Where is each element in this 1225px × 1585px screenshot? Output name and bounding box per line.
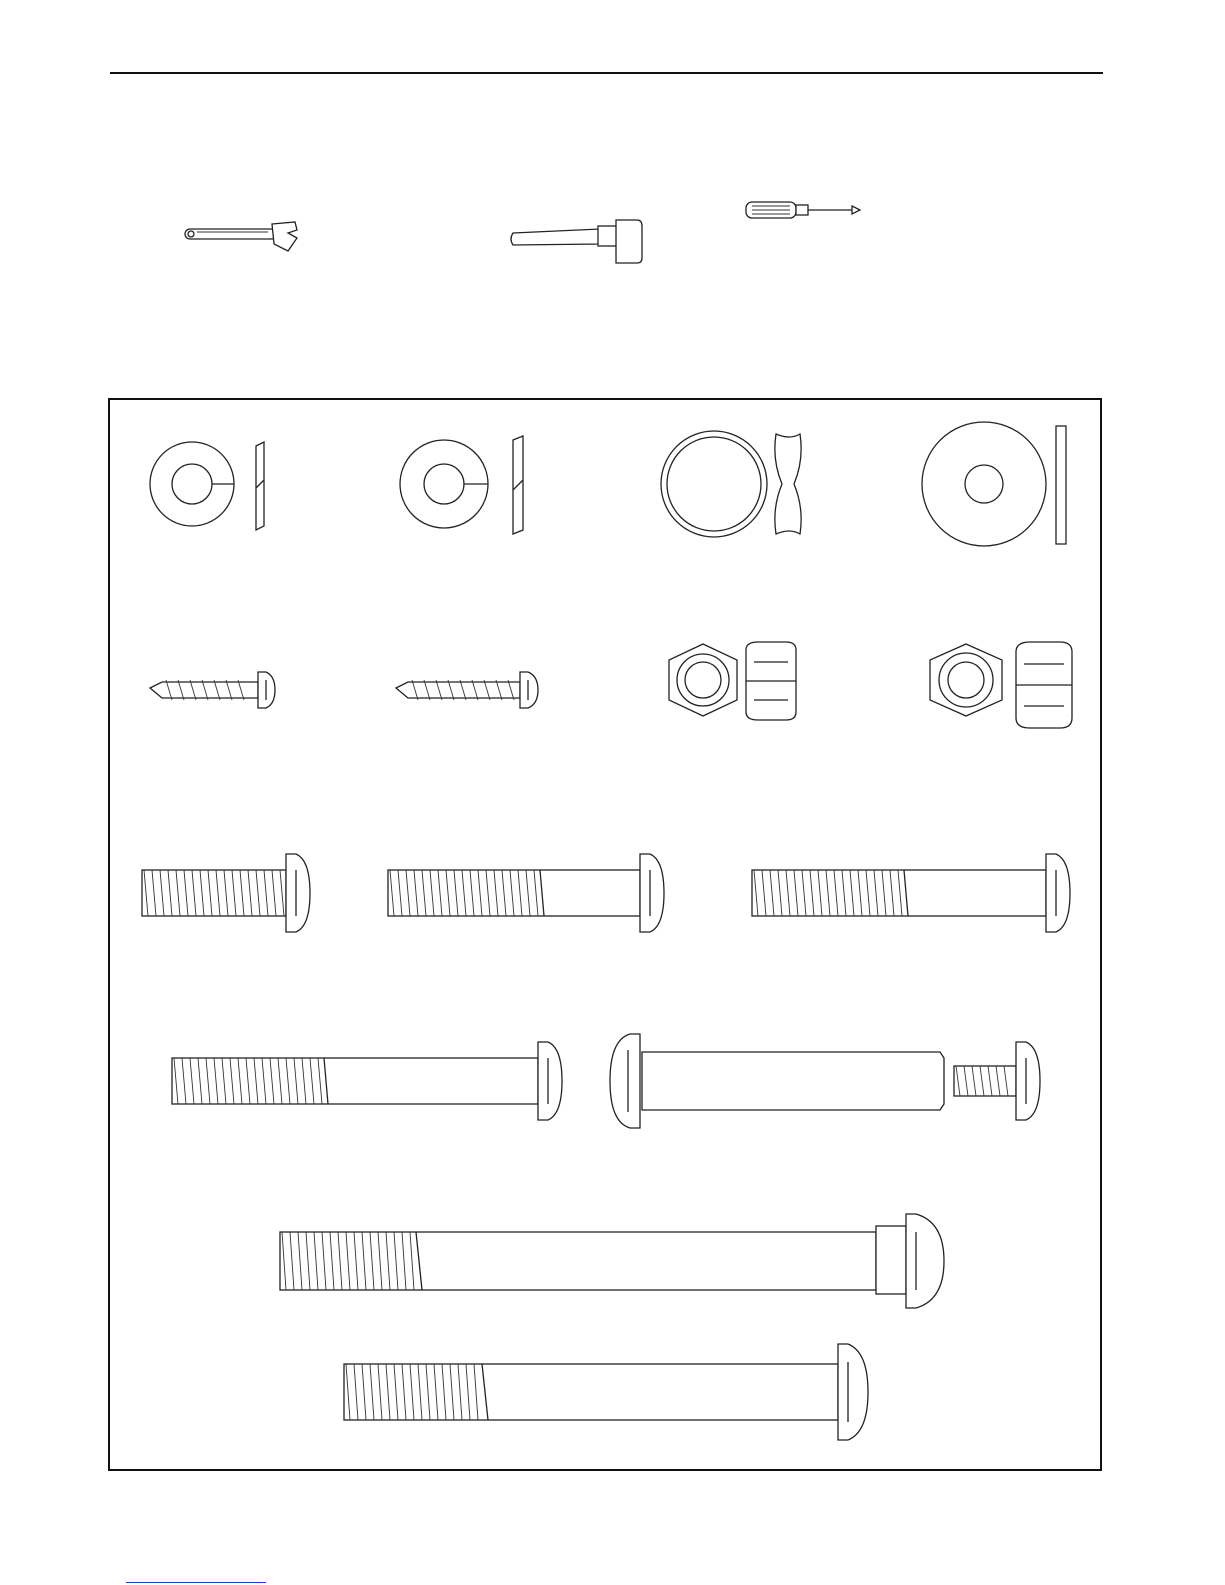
bolt-icon xyxy=(142,854,310,932)
axle-bolt-icon xyxy=(610,1034,1040,1128)
mallet-icon xyxy=(511,220,642,263)
screwdriver-icon xyxy=(746,202,860,218)
hardware-box xyxy=(108,398,1102,1471)
nylon-locknut-icon xyxy=(669,642,796,720)
bolt-icon xyxy=(344,1344,868,1440)
screw-icon xyxy=(150,672,275,708)
flat-washer-icon xyxy=(922,422,1066,546)
nylon-locknut-icon xyxy=(930,642,1072,728)
footer-link-underline[interactable] xyxy=(126,1582,266,1583)
tools-row xyxy=(0,0,1225,320)
screw-icon xyxy=(396,672,538,708)
bolt-icon xyxy=(172,1042,562,1120)
carriage-bolt-icon xyxy=(280,1214,944,1308)
bolt-icon xyxy=(752,854,1070,932)
wave-washer-icon xyxy=(661,431,801,537)
split-lock-washer-icon xyxy=(150,442,264,530)
wrench-icon xyxy=(185,222,297,251)
bolt-icon xyxy=(388,854,664,932)
hardware-illustrations xyxy=(110,400,1104,1473)
split-lock-washer-icon xyxy=(400,436,523,534)
